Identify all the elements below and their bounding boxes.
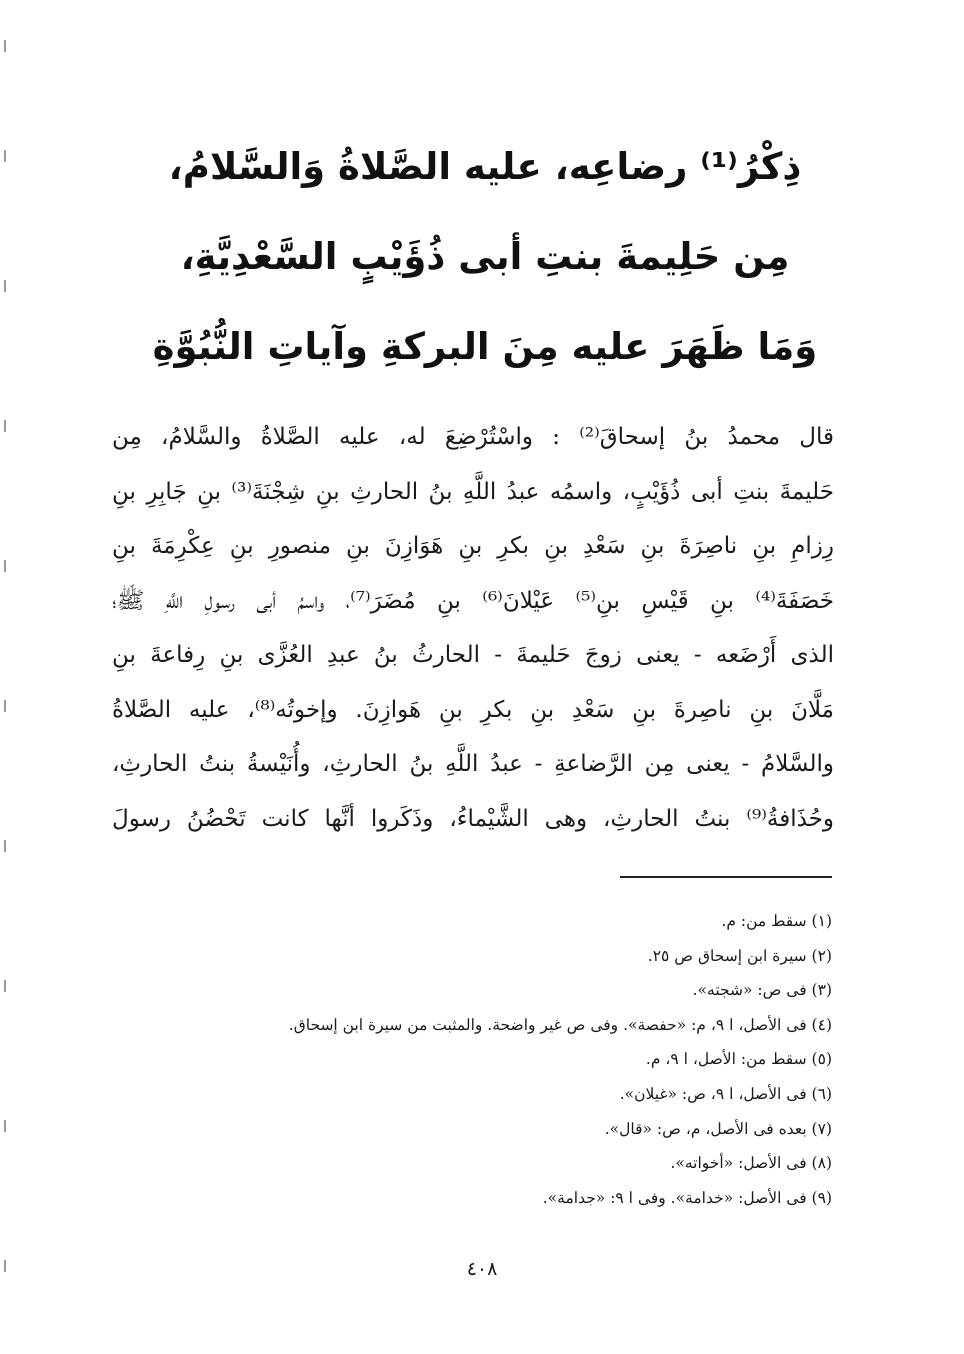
body-line: رِزامِ بنِ ناصِرَةَ بنِ سَعْدِ بنِ بكرِ بنِ هَوَازِنَ بنِ منصورِ بنِ عِكْرِمَةَ بنِ: [112, 533, 834, 559]
page-number: ٤٠٨: [466, 1258, 498, 1280]
binding-edge-marks: [2, 0, 8, 1354]
footnote: (٣) فى ص: «شجته».: [692, 981, 832, 1000]
footnote: (٧) بعده فى الأصل، م، ص: «قال».: [604, 1119, 832, 1138]
footnote: (٥) سقط من: الأصل، ا ٩، م.: [645, 1050, 832, 1069]
body-line: الذى أَرْضَعه - يعنى زوجَ حَليمةَ - الحارثُ بنُ عبدِ العُزَّى بنِ رِفاعةَ بنِ: [112, 642, 834, 668]
body-line: وحُذَافةُ⁽⁹⁾ بنتُ الحارثِ، وهى الشَّيْماءُ، وذَكَروا أنَّها كانت تَحْضُنُ رسولَ: [112, 805, 834, 832]
footnote: (٦) فى الأصل، ا ٩، ص: «غيلان».: [619, 1084, 832, 1103]
footnote-separator: [620, 876, 832, 878]
body-line: والسَّلامُ - يعنى مِن الرَّضاعةِ - عبدُ اللَّهِ بنُ الحارثِ، وأُنَيْسةُ بنتُ الحارثِ،: [112, 751, 834, 777]
title-line: ذِكْرُ⁽¹⁾ رضاعِه، عليه الصَّلاةُ وَالسَّلامُ،: [168, 145, 802, 188]
title-line: وَمَا ظَهَرَ عليه مِنَ البركةِ وآياتِ النُّبُوَّةِ: [152, 325, 818, 368]
footnote: (٨) فى الأصل: «أخواته».: [670, 1154, 832, 1173]
footnote: (٢) سيرة ابن إسحاق ص ٢٥.: [647, 946, 832, 965]
footnotes: [120, 904, 832, 1215]
body-line: حَليمةَ بنتِ أبى ذُؤَيْبٍ، واسمُه عبدُ اللَّهِ بنُ الحارثِ بنِ شِجْنَةَ⁽³⁾ بنِ جَابِرِ بنِ: [112, 478, 834, 505]
body-line: مَلَّانَ بنِ ناصِرةَ بنِ سَعْدِ بنِ بكرِ بنِ هَوازِنَ. وإخوتُه⁽⁸⁾، عليه الصَّلاةُ: [112, 696, 834, 723]
footnote: (٩) فى الأصل: «خدامة». وفى ا ٩: «جدامة».: [542, 1188, 832, 1207]
chapter-title: [120, 122, 850, 392]
body-line: قال محمدُ بنُ إسحاقَ⁽²⁾ : واسْتُرْضِعَ له، عليه الصَّلاةُ والسَّلامُ، مِن: [112, 424, 834, 450]
body-paragraph: [112, 410, 834, 846]
footnote: (١) سقط من: م.: [721, 912, 832, 930]
title-line: مِن حَلِيمةَ بنتِ أبى ذُؤَيْبٍ السَّعْدِيَّةِ،: [180, 235, 790, 278]
footnote: (٤) فى الأصل، ا ٩، م: «حفصة». وفى ص غير واضحة. والمثبت من سيرة ابن إسحاق.: [288, 1015, 832, 1034]
body-line: خَصَفَةَ⁽⁴⁾ بنِ قَيْسِ بنِ⁽⁵⁾ عَيْلانَ⁽⁶⁾ بنِ مُضَرَ⁽⁷⁾، واسمُ أبى رسولِ اللَّهِ ﷺ؛: [112, 587, 834, 614]
